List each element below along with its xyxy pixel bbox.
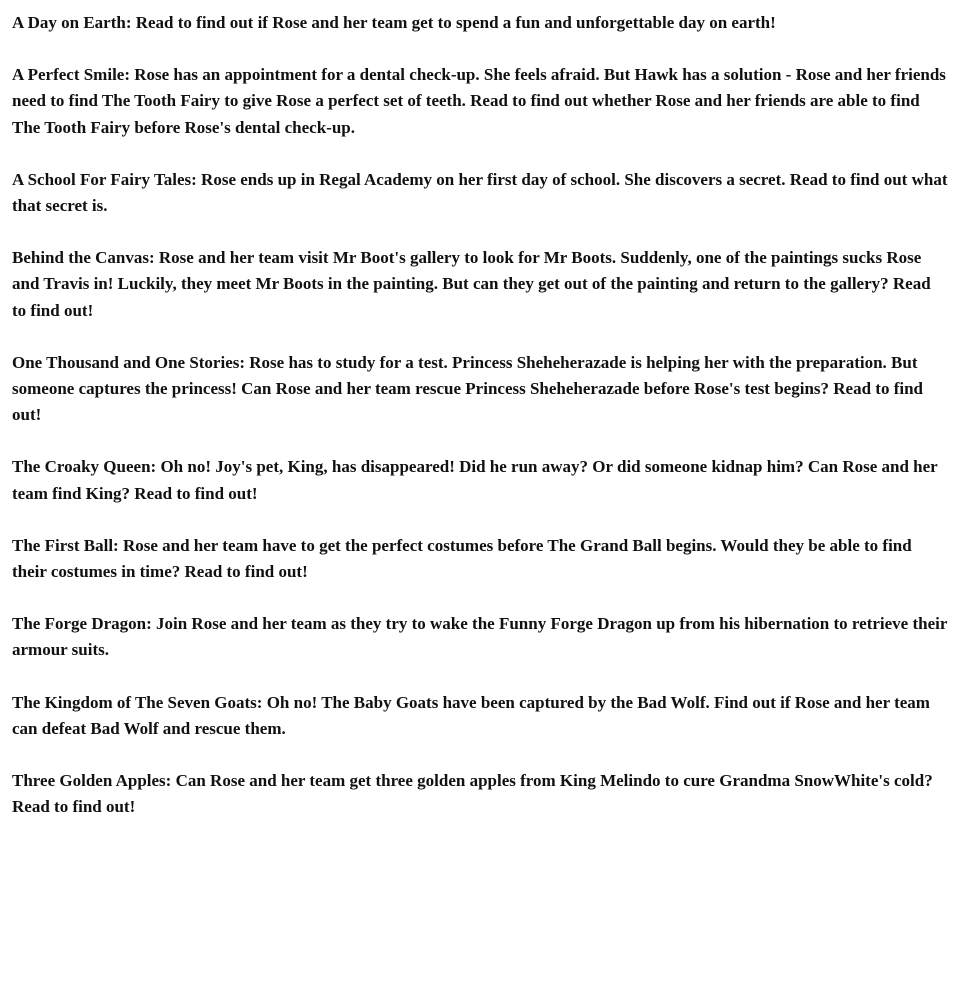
story-the-kingdom-of-the-seven-goats: The Kingdom of The Seven Goats: Oh no! The Baby Goats have been captured by the Bad Wolf. Find out if Rose and her team can defeat Bad Wolf and rescue them. [12, 692, 930, 738]
story-three-golden-apples: Three Golden Apples: Can Rose and her team get three golden apples from King Melindo to cure Grandma SnowWhite's cold? Read to find out! [12, 771, 933, 817]
story-the-first-ball: The First Ball: Rose and her team have to get the perfect costumes before The Grand Ball begins. Would they be able to find their costumes in time? Read to find out! [12, 535, 912, 582]
story-a-perfect-smile: A Perfect Smile: Rose has an appointment for a dental check-up. She feels afraid. But Hawk has a solution - Rose and her friends need to find The Tooth Fairy to give Rose a perfect set of teeth. Read to find out whether Rose and her friends are able to find The Tooth Fairy before Rose's dental check-up. [12, 65, 946, 137]
story-the-forge-dragon: The Forge Dragon: Join Rose and her team as they try to wake the Funny Forge Dragon up from his hibernation to retrieve their armour suits. [12, 614, 948, 660]
story-a-school-for-fairy-tales: A School For Fairy Tales: Rose ends up in Regal Academy on her first day of school. She discovers a secret. Read to find out what that secret is. [12, 169, 948, 216]
story-behind-the-canvas: Behind the Canvas: Rose and her team visit Mr Boot's gallery to look for Mr Boots. Suddenly, one of the paintings sucks Rose and Travis in! Luckily, they meet Mr Boots in the painting. But can they get out of the painting and return to the gallery? Read to find out! [12, 248, 931, 320]
story-one-thousand-and-one-stories: One Thousand and One Stories: Rose has to study for a test. Princess Sheheherazade is helping her with the preparation. But someone captures the princess! Can Rose and her team rescue Princess Sheheherazade before Rose's test begins? Read to find out! [12, 352, 923, 425]
story-a-day-on-earth: A Day on Earth: Read to find out if Rose and her team get to spend a fun and unforgettable day on earth! [12, 13, 776, 32]
story-the-croaky-queen: The Croaky Queen: Oh no! Joy's pet, King, has disappeared! Did he run away? Or did someone kidnap him? Can Rose and her team find King? Read to find out! [12, 457, 938, 503]
